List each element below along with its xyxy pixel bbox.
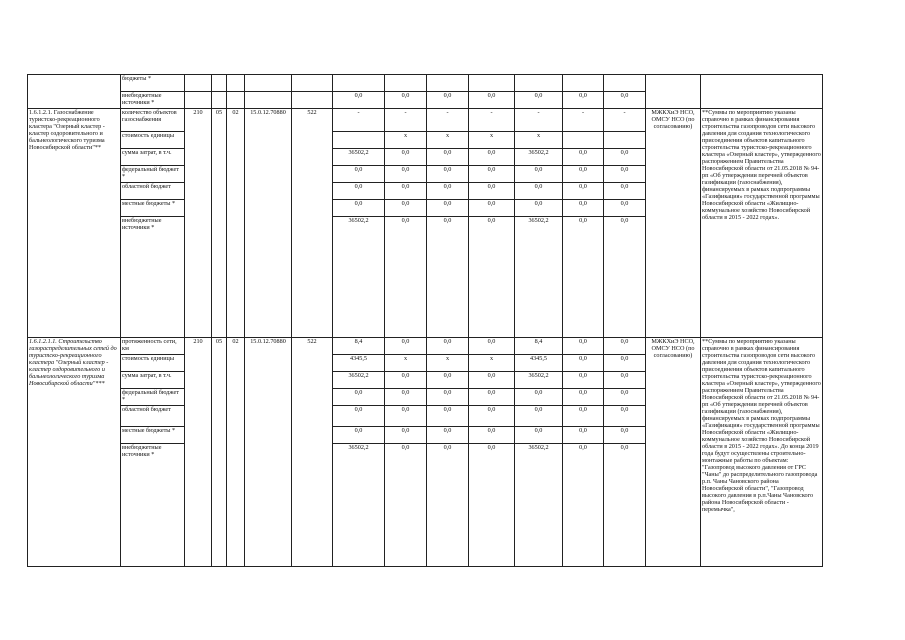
- code-cell: [185, 75, 212, 92]
- executor-cell: [646, 75, 701, 109]
- value-cell: x: [469, 132, 515, 149]
- value-cell: 36502,2: [515, 444, 563, 567]
- value-cell: 0,0: [563, 217, 604, 338]
- value-cell: 0,0: [604, 372, 646, 389]
- value-cell: 0,0: [333, 389, 385, 406]
- value-cell: 36502,2: [333, 372, 385, 389]
- row-label: федеральный бюджет *: [121, 166, 185, 183]
- executor-cell: МЖКХиЭ НСО, ОМСУ НСО (по согласованию): [646, 109, 701, 338]
- code-cell: [245, 92, 292, 109]
- row-label: областной бюджет: [121, 183, 185, 200]
- value-cell: 0,0: [385, 217, 427, 338]
- row-label: местные бюджеты *: [121, 200, 185, 217]
- value-cell: 36502,2: [515, 372, 563, 389]
- code-cell: [292, 75, 333, 92]
- value-cell: -: [563, 109, 604, 132]
- value-cell: 0,0: [563, 338, 604, 355]
- code-pr: 02: [227, 109, 245, 338]
- value-cell: -: [469, 109, 515, 132]
- value-cell: 4345,5: [333, 355, 385, 372]
- row-label: протяженность сети, км: [121, 338, 185, 355]
- value-cell: 0,0: [563, 355, 604, 372]
- value-cell: x: [515, 132, 563, 149]
- value-cell: 0,0: [385, 372, 427, 389]
- code-cell: [212, 75, 227, 92]
- value-cell: 0,0: [427, 217, 469, 338]
- value-cell: 0,0: [604, 444, 646, 567]
- code-vr: 522: [292, 338, 333, 567]
- value-cell: 0,0: [604, 338, 646, 355]
- code-grbs: 210: [185, 338, 212, 567]
- value-cell: 0,0: [427, 406, 469, 427]
- code-cell: [245, 75, 292, 92]
- note-cell: **Суммы по мероприятию указаны справочно в рамках финансирования строительства газопроводов сети высокого давления для создания технологического присоединения объектов капитального строительства туристско-рекреационного кластера «Озерный кластер», утвержденного распоряжением Правительства Новосибирской области от 21.05.2018 № 94-рп «Об утверждении перечней объектов газификации (газоснабжения), финансируемых в рамках подпрограммы «Газификация» государственной программы Новосибирской области «Жилищно-коммунальное хозяйство Новосибирской области в 2015 - 2022 годах». До конца 2019 года будут осуществлены строительно-монтажные работы по объектам: "Газопровод высокого давления от ГРС "Чаны" до распределительного газопровода р.п. Чаны Чановского района Новосибирской области", "Газопровод высокого давления в р.п.Чаны Чановского района Новосибирской области - перемычка",: [701, 338, 823, 567]
- value-cell: 0,0: [333, 92, 385, 109]
- code-cell: [227, 75, 245, 92]
- executor-cell: МЖКХиЭ НСО, ОМСУ НСО (по согласованию): [646, 338, 701, 567]
- note-cell: [701, 75, 823, 109]
- value-cell: 0,0: [427, 338, 469, 355]
- code-cell: [292, 92, 333, 109]
- value-cell: [563, 75, 604, 92]
- value-cell: [515, 75, 563, 92]
- row-label: внебюджетные источники *: [121, 444, 185, 567]
- value-cell: 0,0: [563, 427, 604, 444]
- value-cell: 0,0: [563, 389, 604, 406]
- value-cell: 0,0: [469, 444, 515, 567]
- value-cell: 0,0: [385, 389, 427, 406]
- row-label: стоимость единицы: [121, 132, 185, 149]
- code-csr: 15.0.12.70880: [245, 338, 292, 567]
- value-cell: 36502,2: [515, 149, 563, 166]
- row-label: стоимость единицы: [121, 355, 185, 372]
- value-cell: 0,0: [385, 166, 427, 183]
- value-cell: 4345,5: [515, 355, 563, 372]
- code-vr: 522: [292, 109, 333, 338]
- value-cell: [604, 75, 646, 92]
- value-cell: 0,0: [604, 427, 646, 444]
- value-cell: 0,0: [515, 427, 563, 444]
- value-cell: 0,0: [333, 427, 385, 444]
- value-cell: 0,0: [469, 183, 515, 200]
- value-cell: 0,0: [385, 92, 427, 109]
- value-cell: 0,0: [563, 166, 604, 183]
- row-label: местные бюджеты *: [121, 427, 185, 444]
- value-cell: x: [427, 355, 469, 372]
- value-cell: [469, 75, 515, 92]
- code-rz: 05: [212, 338, 227, 567]
- value-cell: 0,0: [469, 406, 515, 427]
- value-cell: 0,0: [469, 217, 515, 338]
- value-cell: 0,0: [604, 355, 646, 372]
- value-cell: 0,0: [333, 200, 385, 217]
- value-cell: 0,0: [604, 200, 646, 217]
- value-cell: -: [604, 109, 646, 132]
- value-cell: 0,0: [469, 372, 515, 389]
- value-cell: 0,0: [563, 406, 604, 427]
- value-cell: [563, 132, 604, 149]
- value-cell: 0,0: [469, 427, 515, 444]
- value-cell: 0,0: [469, 200, 515, 217]
- value-cell: x: [385, 132, 427, 149]
- value-cell: -: [385, 109, 427, 132]
- value-cell: [604, 132, 646, 149]
- value-cell: 0,0: [333, 406, 385, 427]
- value-cell: 0,0: [604, 92, 646, 109]
- value-cell: 36502,2: [333, 149, 385, 166]
- value-cell: 0,0: [385, 200, 427, 217]
- row-label: областной бюджет: [121, 406, 185, 427]
- value-cell: -: [515, 109, 563, 132]
- value-cell: 0,0: [469, 166, 515, 183]
- table-row: [28, 338, 823, 355]
- value-cell: 0,0: [427, 427, 469, 444]
- value-cell: 0,0: [604, 166, 646, 183]
- value-cell: 0,0: [604, 149, 646, 166]
- value-cell: 0,0: [515, 406, 563, 427]
- value-cell: 0,0: [469, 338, 515, 355]
- value-cell: [427, 75, 469, 92]
- row-label: сумма затрат, в т.ч.: [121, 372, 185, 389]
- row-label: сумма затрат, в т.ч.: [121, 149, 185, 166]
- row-label: внебюджетные источники *: [121, 92, 185, 109]
- code-csr: 15.0.12.70880: [245, 109, 292, 338]
- value-cell: 0,0: [515, 183, 563, 200]
- section-title: 1.6.1.2.1. Газоснабжение туристско-рекреационного кластера "Озерный кластер - кластер оздоровительного и бальнеологического туризма Новосибирской области"**: [28, 109, 121, 338]
- row-label: внебюджетные источники *: [121, 217, 185, 338]
- value-cell: 0,0: [469, 389, 515, 406]
- value-cell: 0,0: [385, 444, 427, 567]
- value-cell: 0,0: [385, 427, 427, 444]
- code-grbs: 210: [185, 109, 212, 338]
- value-cell: 0,0: [563, 444, 604, 567]
- code-cell: [212, 92, 227, 109]
- code-cell: [185, 92, 212, 109]
- value-cell: x: [469, 355, 515, 372]
- value-cell: 0,0: [427, 166, 469, 183]
- value-cell: 0,0: [385, 149, 427, 166]
- value-cell: 0,0: [427, 149, 469, 166]
- value-cell: 36502,2: [333, 444, 385, 567]
- code-rz: 05: [212, 109, 227, 338]
- value-cell: 0,0: [385, 183, 427, 200]
- value-cell: [333, 75, 385, 92]
- value-cell: 0,0: [427, 183, 469, 200]
- value-cell: 0,0: [515, 166, 563, 183]
- value-cell: 0,0: [604, 183, 646, 200]
- value-cell: -: [333, 109, 385, 132]
- value-cell: 36502,2: [333, 217, 385, 338]
- value-cell: 0,0: [563, 183, 604, 200]
- value-cell: 0,0: [427, 389, 469, 406]
- value-cell: 0,0: [385, 406, 427, 427]
- value-cell: 0,0: [469, 92, 515, 109]
- value-cell: 0,0: [333, 183, 385, 200]
- value-cell: 8,4: [333, 338, 385, 355]
- value-cell: 0,0: [333, 166, 385, 183]
- value-cell: [385, 75, 427, 92]
- value-cell: 0,0: [604, 217, 646, 338]
- row-label: бюджеты *: [121, 75, 185, 92]
- program-table: [27, 74, 823, 567]
- value-cell: 0,0: [604, 406, 646, 427]
- code-cell: [227, 92, 245, 109]
- value-cell: 0,0: [515, 389, 563, 406]
- value-cell: [333, 132, 385, 149]
- value-cell: x: [427, 132, 469, 149]
- continuation-cell: [28, 75, 121, 109]
- value-cell: x: [385, 355, 427, 372]
- value-cell: 0,0: [515, 200, 563, 217]
- value-cell: 36502,2: [515, 217, 563, 338]
- row-label: федеральный бюджет *: [121, 389, 185, 406]
- section-title: 1.6.1.2.1.1. Строительство газораспределительных сетей до туристско-рекреационного кластера "Озерный кластер - кластер оздоровительного и бальнеологического туризма Новосибирской области"***: [28, 338, 121, 567]
- value-cell: 0,0: [427, 92, 469, 109]
- value-cell: 0,0: [427, 372, 469, 389]
- value-cell: 8,4: [515, 338, 563, 355]
- value-cell: 0,0: [563, 372, 604, 389]
- value-cell: 0,0: [563, 149, 604, 166]
- value-cell: 0,0: [563, 200, 604, 217]
- value-cell: 0,0: [604, 389, 646, 406]
- table-row: [28, 109, 823, 132]
- value-cell: 0,0: [385, 338, 427, 355]
- value-cell: 0,0: [427, 200, 469, 217]
- code-pr: 02: [227, 338, 245, 567]
- value-cell: 0,0: [469, 149, 515, 166]
- value-cell: 0,0: [427, 444, 469, 567]
- note-cell: **Суммы по мероприятию указаны справочно в рамках финансирования строительства газопроводов сети высокого давления для создания технологического присоединения объектов капитального строительства туристско-рекреационного кластера «Озерный кластер», утвержденного распоряжением Правительства Новосибирской области от 21.05.2018 № 94-рп «Об утверждении перечней объектов газификации (газоснабжения), финансируемых в рамках подпрограммы «Газификация» государственной программы Новосибирской области «Жилищно-коммунальное хозяйство Новосибирской области в 2015 - 2022 годах».: [701, 109, 823, 338]
- row-label: количество объектов газоснабжения: [121, 109, 185, 132]
- value-cell: 0,0: [515, 92, 563, 109]
- value-cell: -: [427, 109, 469, 132]
- value-cell: 0,0: [563, 92, 604, 109]
